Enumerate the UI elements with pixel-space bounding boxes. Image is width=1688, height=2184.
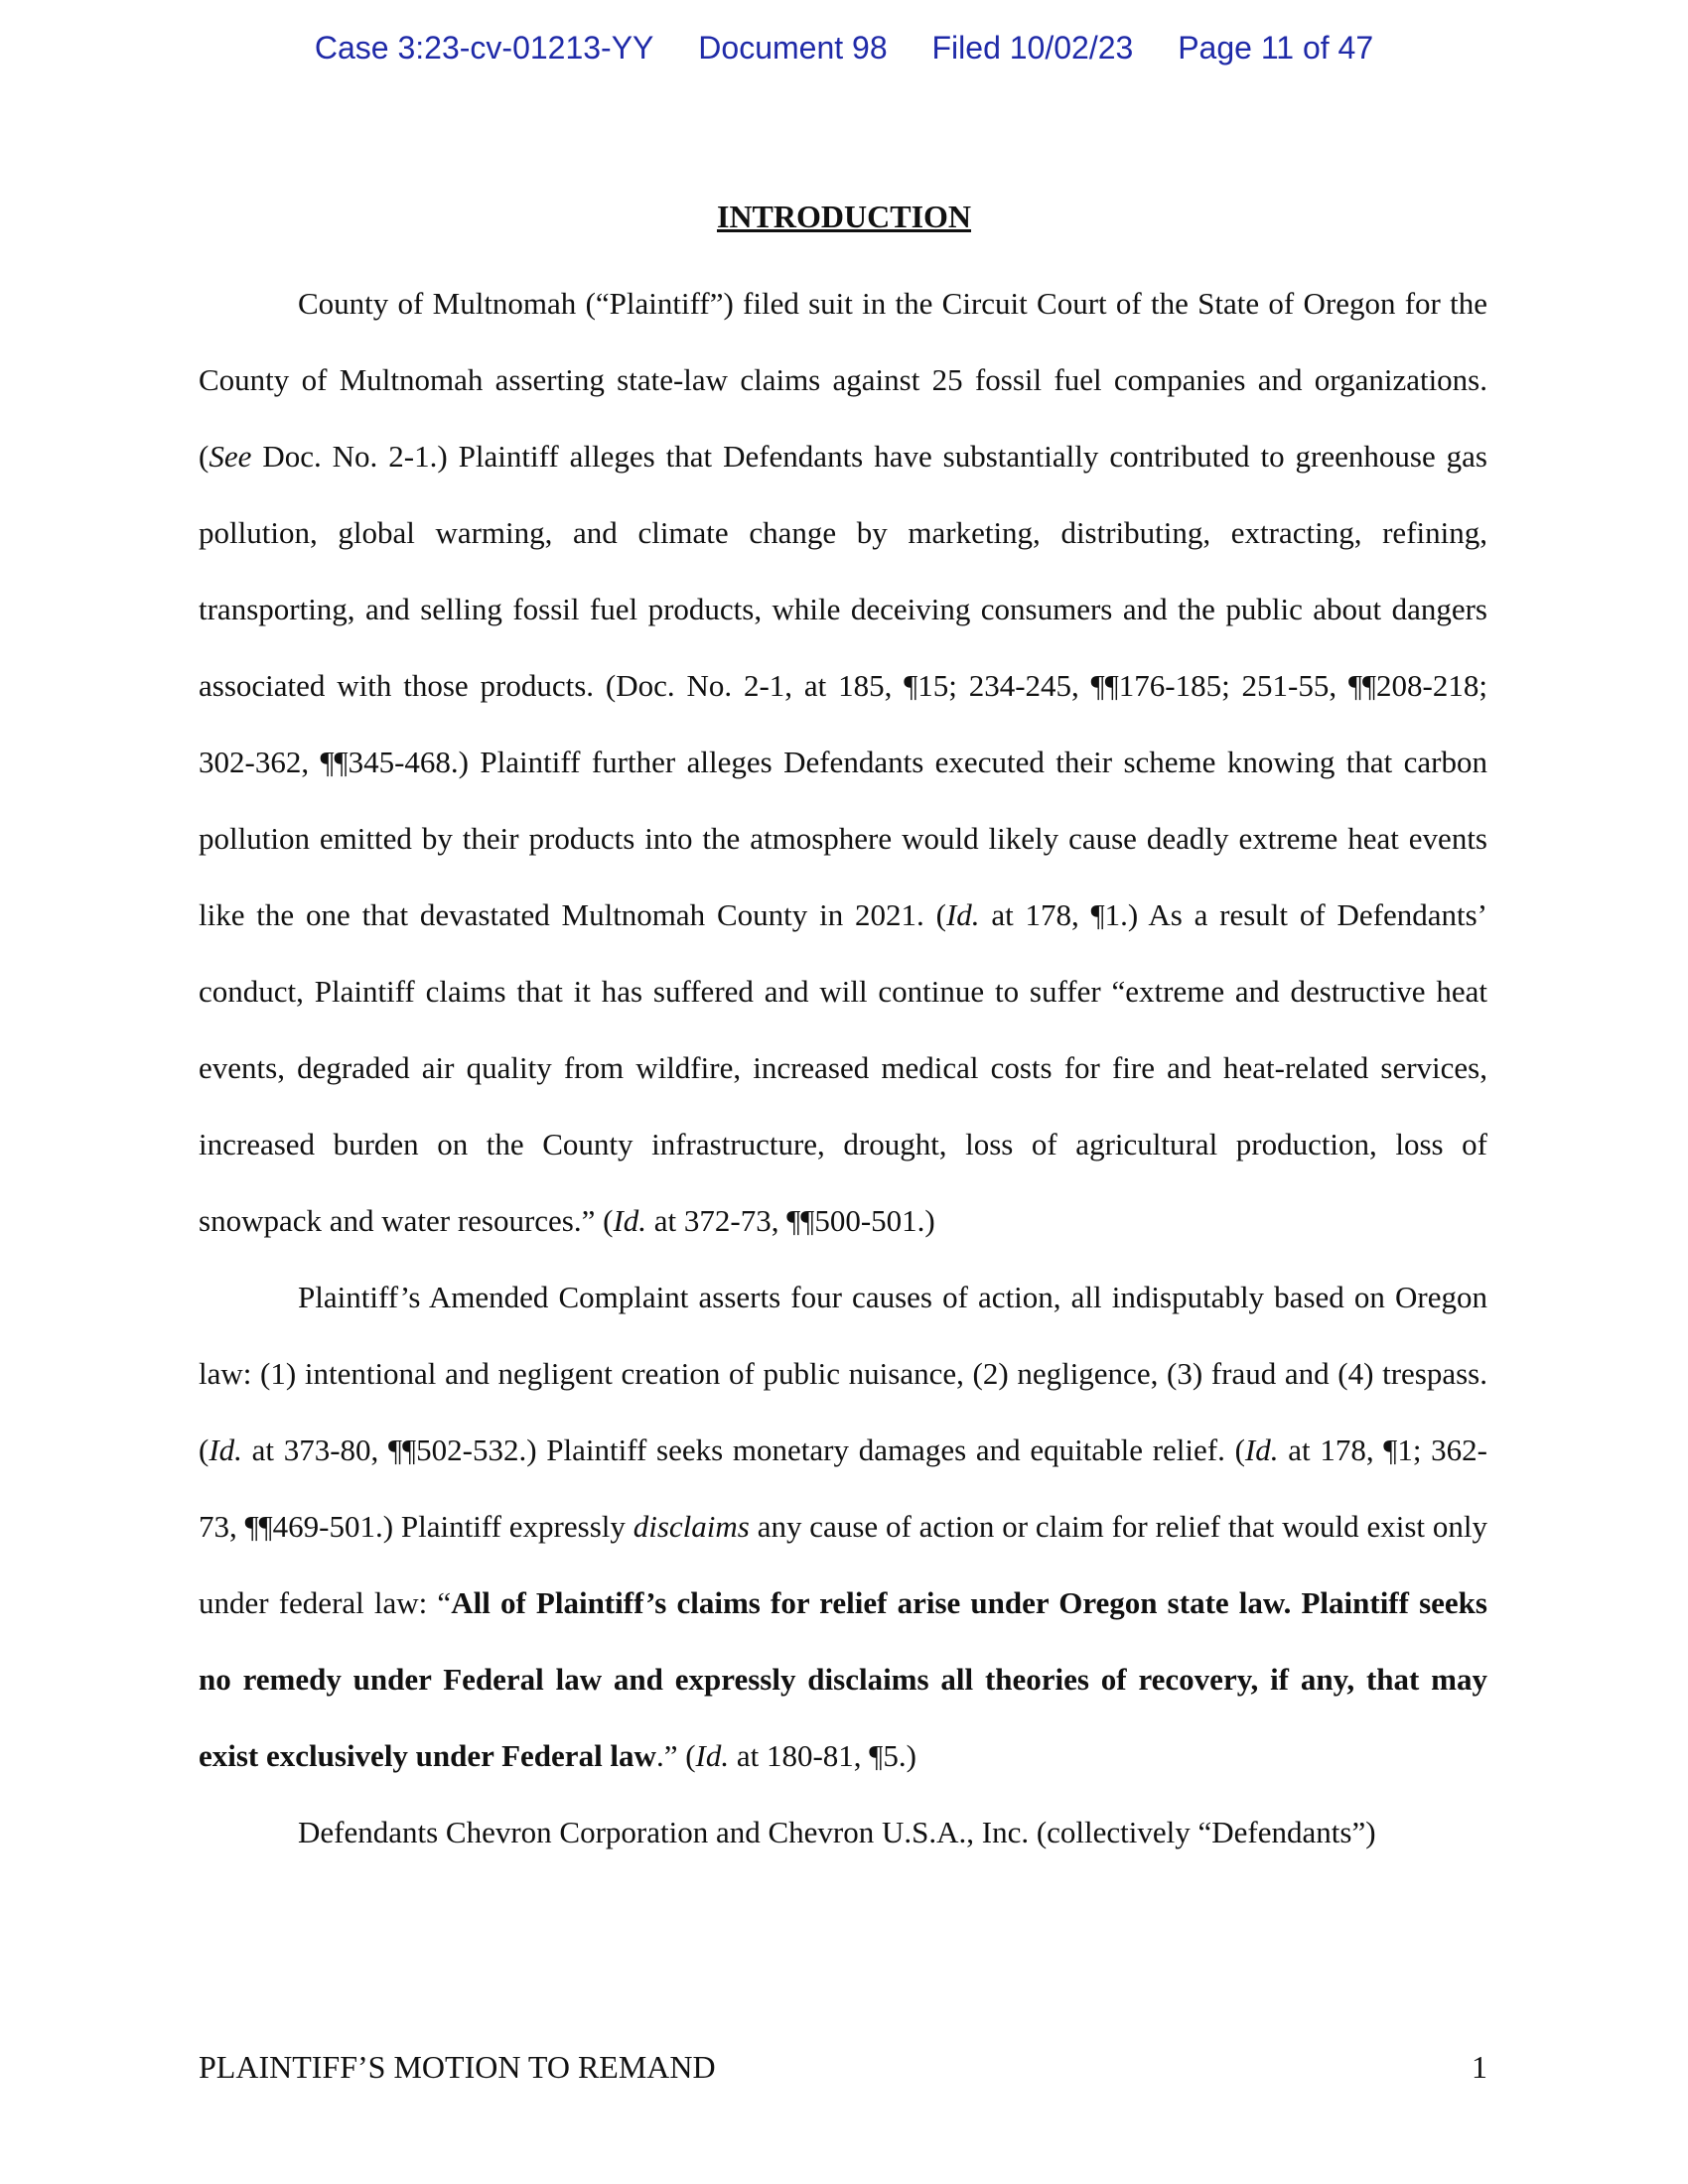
text-segment: Id. (695, 1738, 730, 1773)
text-segment: Id. (945, 897, 980, 932)
text-segment: any cause of action or claim for relief that would exist only under federal law: “ (199, 1509, 1487, 1620)
document-number: Document 98 (698, 30, 888, 66)
filed-date: Filed 10/02/23 (931, 30, 1134, 66)
text-segment: .” ( (655, 1738, 696, 1773)
body-text (199, 265, 1487, 1870)
section-heading: INTRODUCTION (716, 199, 972, 234)
footer-title: PLAINTIFF’S MOTION TO REMAND (199, 2049, 716, 2085)
text-segment: All of Plaintiff’s claims for relief arise under Oregon state law. Plaintiff seeks no remedy under Federal law and expressly disclaims all theories of recovery, if any, that may exist exclusively under Federal law (199, 1585, 1487, 1773)
case-number: Case 3:23-cv-01213-YY (314, 30, 654, 66)
ecf-header (0, 30, 1688, 67)
paragraph-3 (199, 1794, 1487, 1870)
text-segment: Defendants Chevron Corporation and Chevron U.S.A., Inc. (collectively “Defendants”) (298, 1815, 1376, 1849)
paragraph-2 (199, 1259, 1487, 1794)
text-segment: Id. (209, 1433, 242, 1467)
text-segment: Doc. No. 2-1.) Plaintiff alleges that Defendants have substantially contributed to greenhouse gas pollution, global warming, and climate change by marketing, distributing, extracting, refining, transporting, and selling fossil fuel products, while deceiving consumers and the public about dangers associated with those products. (Doc. No. 2-1, at 185, ¶15; 234-245, ¶¶176-185; 251-55, ¶¶208-218; 302-362, ¶¶345-468.) Plaintiff further alleges Defendants executed their scheme knowing that carbon pollution emitted by their products into the atmosphere would likely cause deadly extreme heat events like the one that devastated Multnomah County in 2021. ( (199, 439, 1487, 932)
text-segment: at 178, ¶1; 362-73, ¶¶469-501.) Plaintiff expressly (199, 1433, 1488, 1544)
text-segment: at 180-81, ¶5.) (729, 1738, 916, 1773)
text-segment: at 178, ¶1.) As a result of Defendants’ conduct, Plaintiff claims that it has suffered and will continue to suffer “extreme and destructive heat events, degraded air quality from wildfire, increased medical costs for fire and heat-related services, increased burden on the County infrastructure, drought, loss of agricultural production, loss of snowpack and water resources.” ( (199, 897, 1487, 1238)
text-segment: County of Multnomah (“Plaintiff”) filed suit in the Circuit Court of the State of Oregon for the County of Multnomah asserting state-law claims against 25 fossil fuel companies and organizations. ( (199, 286, 1487, 474)
text-segment: See (209, 439, 252, 474)
text-segment: Id. (1244, 1433, 1279, 1467)
page-indicator: Page 11 of 47 (1178, 30, 1374, 66)
text-segment: Id. (613, 1203, 647, 1238)
text-segment: at 372-73, ¶¶500-501.) (646, 1203, 935, 1238)
text-segment: Plaintiff’s Amended Complaint asserts four causes of action, all indisputably based on Oregon law: (1) intentional and negligent creation of public nuisance, (2) negligence, (3) fraud and (4) trespass. ( (199, 1280, 1487, 1467)
paragraph-1 (199, 265, 1487, 1259)
footer-page-number: 1 (1472, 2049, 1487, 2085)
text-segment: at 373-80, ¶¶502-532.) Plaintiff seeks monetary damages and equitable relief. ( (241, 1433, 1245, 1467)
text-segment: disclaims (633, 1509, 750, 1544)
